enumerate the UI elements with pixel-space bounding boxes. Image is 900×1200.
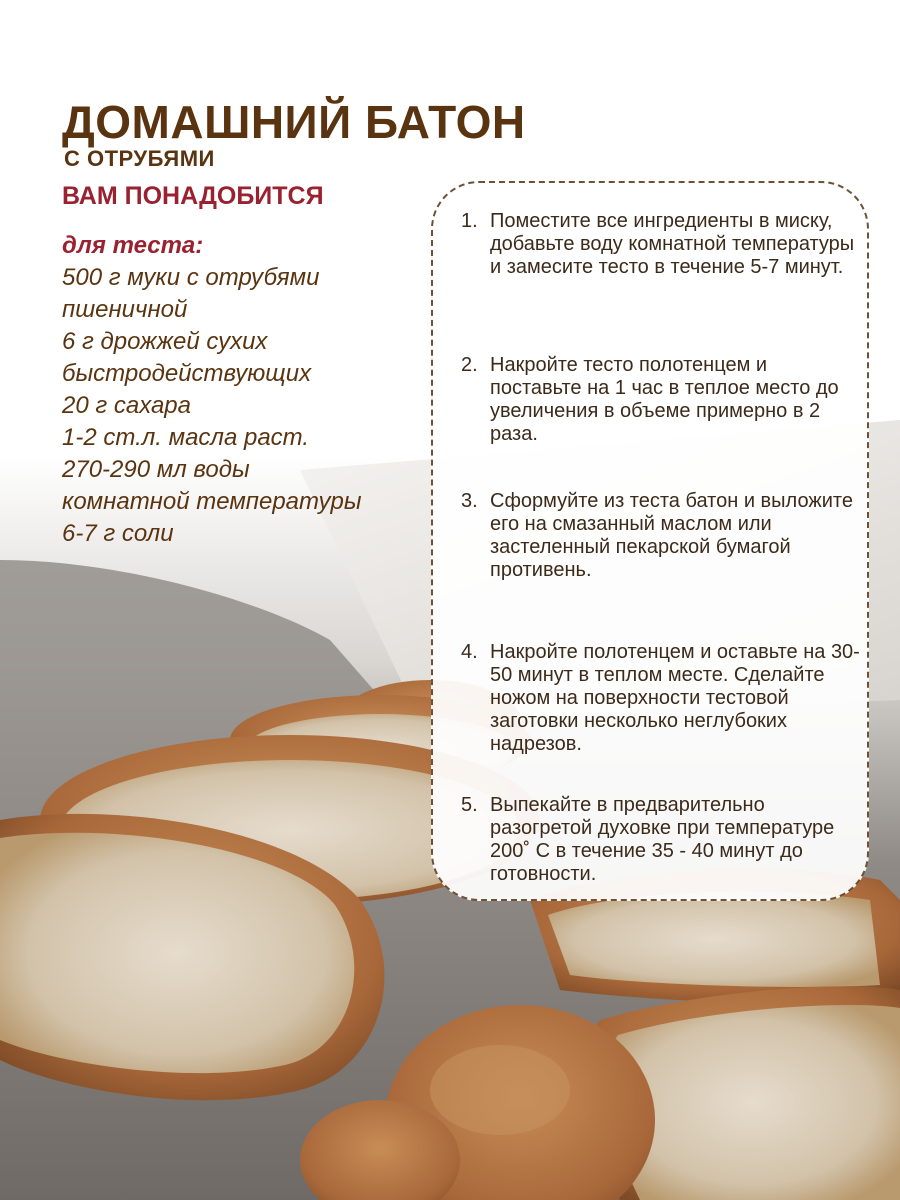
step-text: Поместите все ингредиенты в миску, добавьте воду комнатной температуры и замесите тесто в течение 5-7 минут. [490,210,855,278]
step-text: Накройте тесто полотенцем и поставьте на 1 час в теплое место до увеличения в объеме примерно в 2 раза. [490,354,839,445]
step-number: 4. [461,641,478,663]
step-4 [461,641,861,756]
dough-label: для теста: [62,232,204,259]
ingredient-line: 1-2 ст.л. масла раст. [62,424,310,451]
step-text: Выпекайте в предварительно разогретой духовке при температуре 200˚ С в течение 35 - 40 минут до готовности. [490,794,835,885]
step-2 [461,354,861,446]
ingredients-list [62,230,442,550]
step-text: Накройте полотенцем и оставьте на 30- 50 минут в теплом месте. Сделайте ножом на поверхности тестовой заготовки несколько неглубоких надрезов. [490,641,860,755]
steps-panel [431,181,869,901]
page-subtitle: С ОТРУБЯМИ [64,146,215,171]
step-5 [461,794,861,886]
ingredient-line: 6-7 г соли [62,520,174,547]
step-1 [461,210,861,279]
step-number: 1. [461,210,478,232]
ingredient-line: 270-290 мл воды [62,456,250,483]
step-text: Сформуйте из теста батон и выложите его на смазанный маслом или застеленный пекарской бумагой противень. [490,490,853,581]
ingredient-line: быстродействующих [62,360,312,387]
step-number: 2. [461,354,478,376]
ingredient-line: 6 г дрожжей сухих [62,328,268,355]
step-3 [461,490,861,582]
step-number: 3. [461,490,478,512]
ingredient-line: 20 г сахара [62,392,191,419]
ingredient-line: пшеничной [62,296,188,323]
ingredients-heading: ВАМ ПОНАДОБИТСЯ [62,182,324,210]
page-title: ДОМАШНИЙ БАТОН [62,96,526,148]
ingredient-line: 500 г муки с отрубями [62,264,320,291]
step-number: 5. [461,794,478,816]
ingredient-line: комнатной температуры [62,488,362,515]
